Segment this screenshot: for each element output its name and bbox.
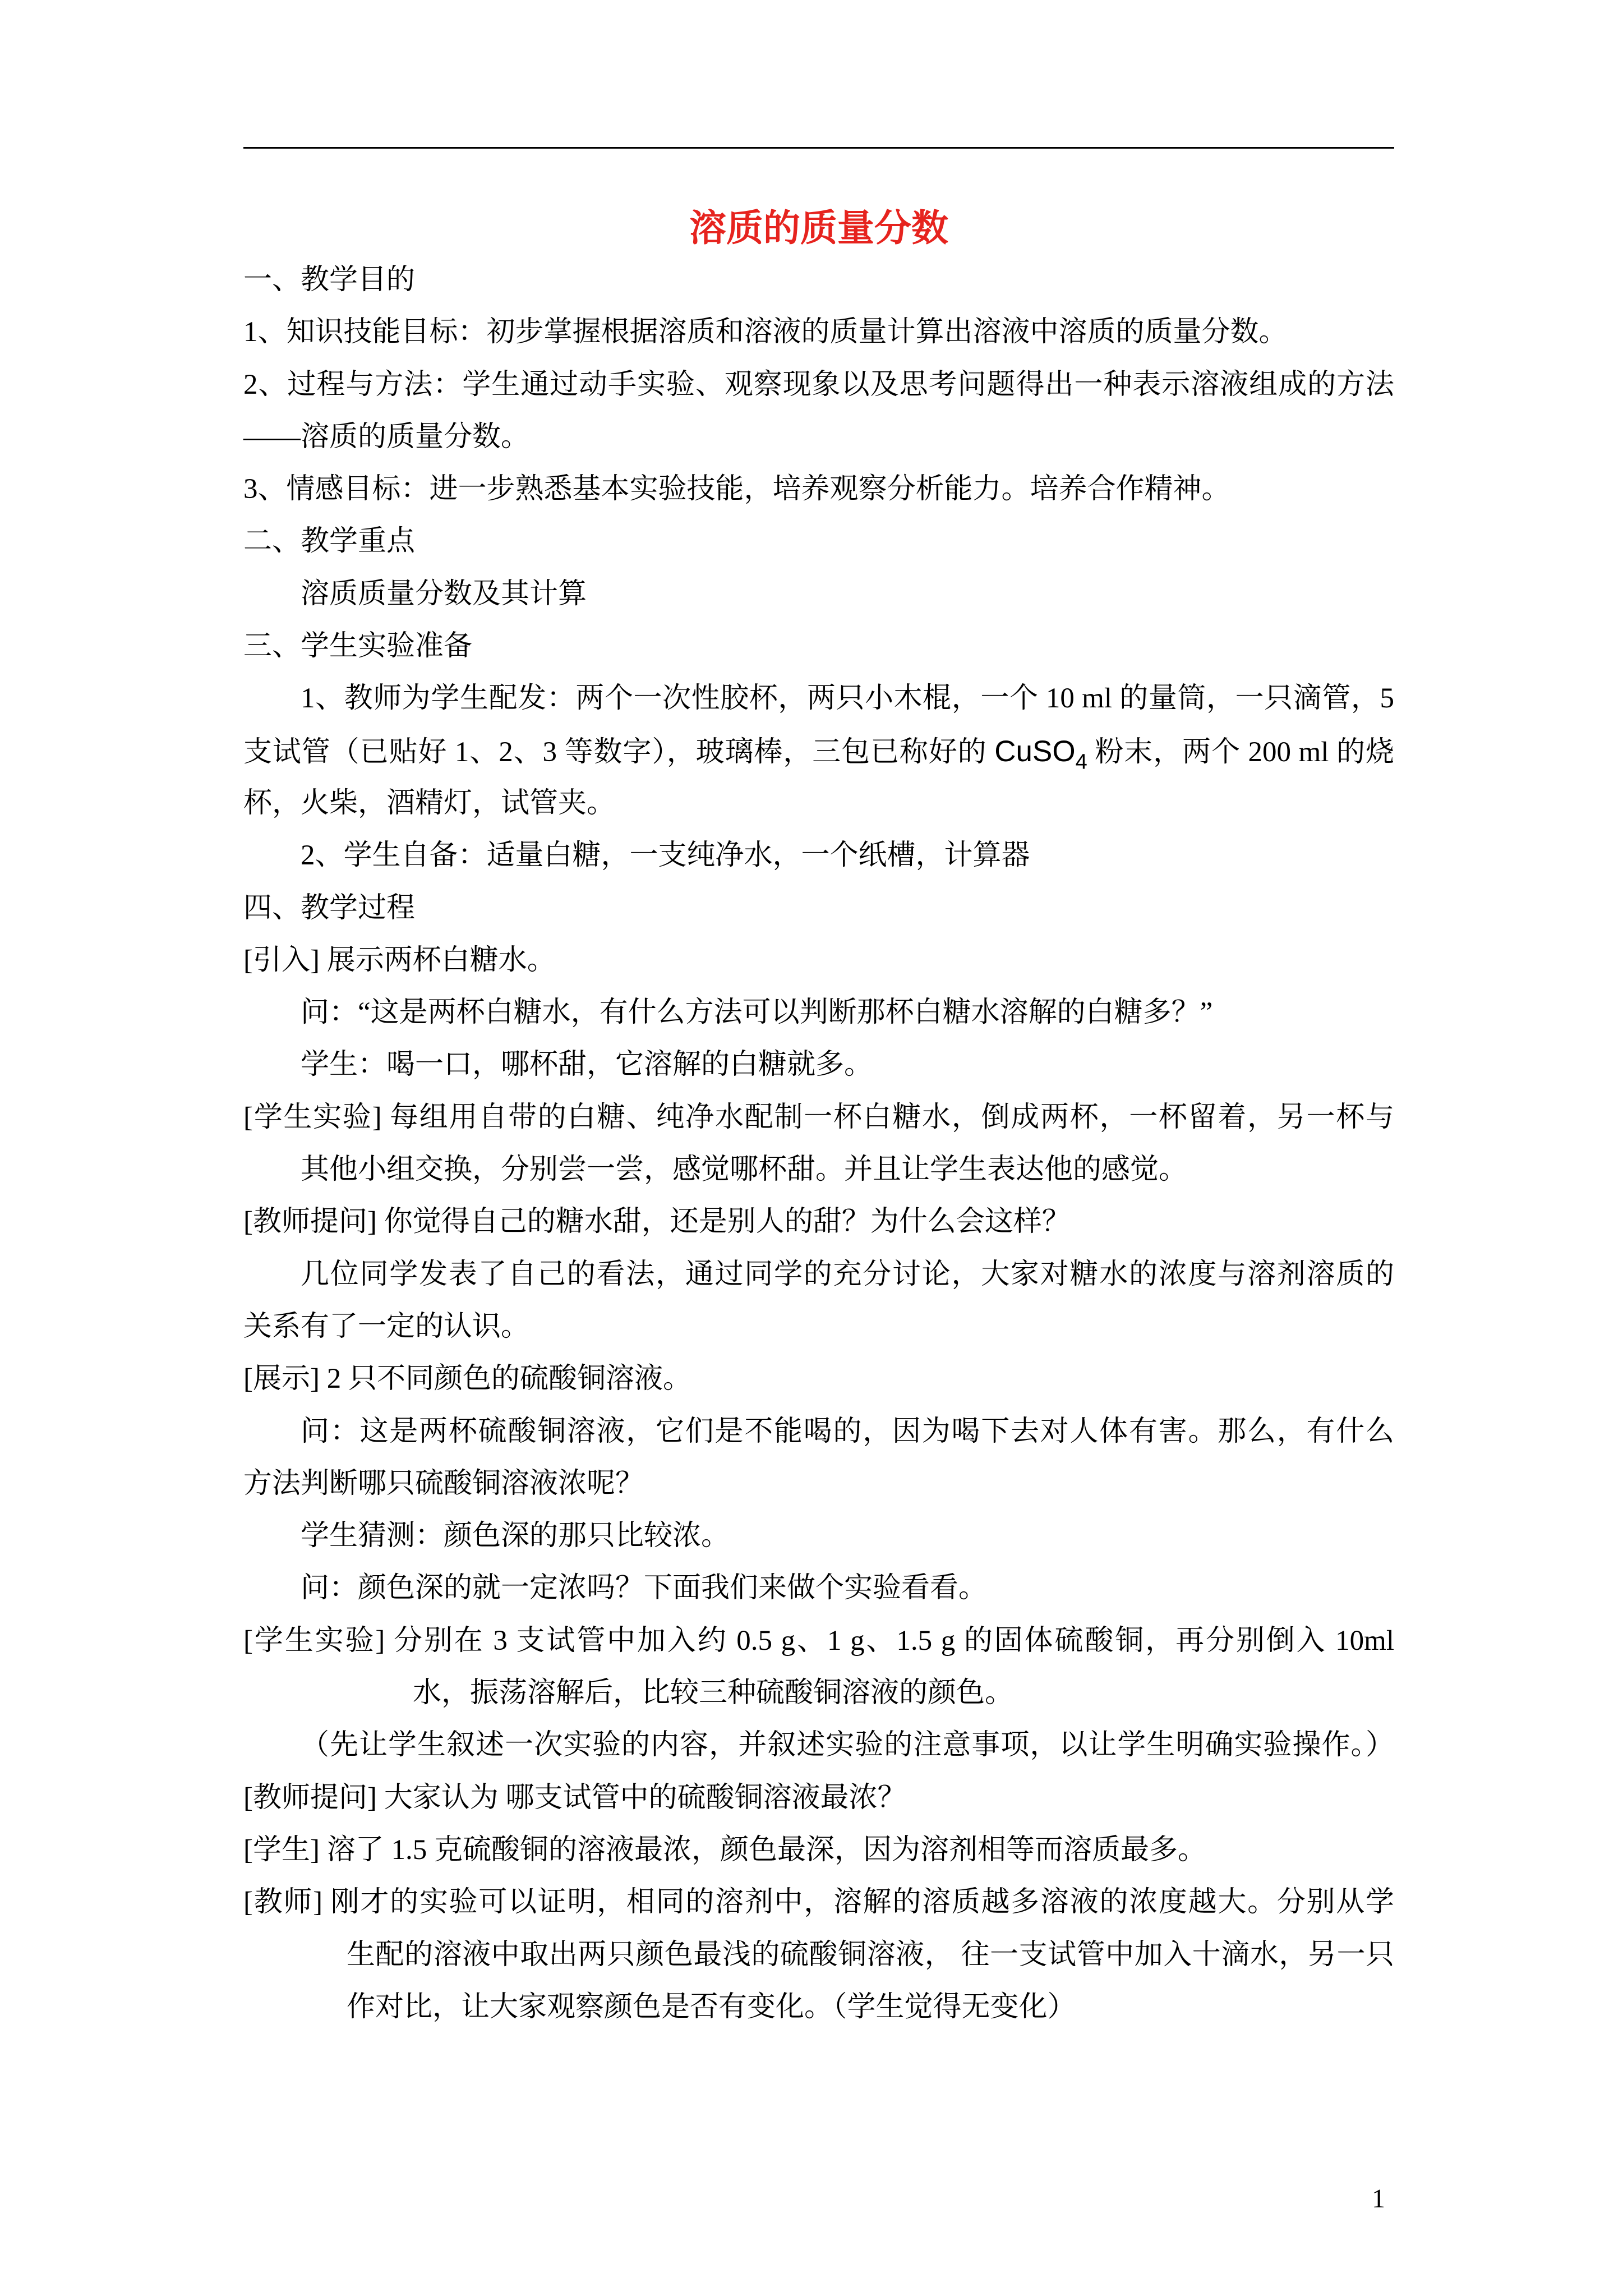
student-guess-line: 学生猜测：颜色深的那只比较浓。 xyxy=(301,1520,730,1552)
teacher-question-line-2: [教师提问] 大家认为 哪支试管中的硫酸铜溶液最浓？ xyxy=(243,1782,906,1814)
question-line-3: 问：颜色深的就一定浓吗？下面我们来做个实验看看。 xyxy=(301,1572,988,1604)
question-line-2a: 问：这是两杯硫酸铜溶液，它们是不能喝的，因为喝下去对人体有害。那么，有什么 xyxy=(301,1415,1394,1447)
prep-student-line: 2、学生自备：适量白糖，一支纯净水，一个纸槽，计算器 xyxy=(301,840,1030,872)
heading-teaching-focus: 二、教学重点 xyxy=(243,526,416,558)
page-title: 溶质的质量分数 xyxy=(689,208,948,249)
intro-line: [引入] 展示两杯白糖水。 xyxy=(243,944,556,976)
question-line: 问：“这是两杯白糖水，有什么方法可以判断那杯白糖水溶解的白糖多？” xyxy=(301,997,1213,1029)
teacher-line-2: 生配的溶液中取出两只颜色最浅的硫酸铜溶液， 往一支试管中加入十滴水，另一只 xyxy=(347,1939,1394,1971)
document-body xyxy=(243,254,1394,2033)
student-answer-line: 学生：喝一口，哪杯甜，它溶解的白糖就多。 xyxy=(301,1049,873,1081)
chemical-formula: CuSO xyxy=(994,734,1076,768)
question-line-2b: 方法判断哪只硫酸铜溶液浓呢？ xyxy=(243,1467,644,1499)
objective-process-line: 2、过程与方法：学生通过动手实验、观察现象以及思考问题得出一种表示溶液组成的方法 xyxy=(243,369,1394,401)
experiment-note-line: （先让学生叙述一次实验的内容，并叙述实验的注意事项，以让学生明确实验操作。） xyxy=(301,1729,1394,1761)
experiment-2-line-1: [学生实验] 分别在 3 支试管中加入约 0.5 g、1 g、1.5 g 的固体硫酸铜，再分别倒入 10ml xyxy=(243,1625,1394,1657)
objective-knowledge-line: 1、知识技能目标：初步掌握根据溶质和溶液的质量计算出溶液中溶质的质量分数。 xyxy=(243,316,1288,348)
prep-teacher-line-3: 杯，火柴，酒精灯，试管夹。 xyxy=(243,787,616,819)
student-conclusion-line: [学生] 溶了 1.5 克硫酸铜的溶液最浓，颜色最深，因为溶剂相等而溶质最多。 xyxy=(243,1834,1206,1866)
page-number: 1 xyxy=(1372,2184,1385,2214)
heading-teaching-process: 四、教学过程 xyxy=(243,892,416,924)
teacher-question-line: [教师提问] 你觉得自己的糖水甜，还是别人的甜？为什么会这样？ xyxy=(243,1206,1071,1238)
objective-emotion-line: 3、情感目标：进一步熟悉基本实验技能，培养观察分析能力。培养合作精神。 xyxy=(243,473,1230,505)
heading-teaching-objectives: 一、教学目的 xyxy=(243,264,416,296)
experiment-2-line-2: 水，振荡溶解后，比较三种硫酸铜溶液的颜色。 xyxy=(413,1677,1014,1709)
student-experiment-line-1: [学生实验] 每组用自带的白糖、纯净水配制一杯白糖水，倒成两杯，一杯留着，另一杯与 xyxy=(243,1101,1394,1133)
prep-text: 粉末，两个 200 ml 的烧 xyxy=(1087,736,1394,768)
demo-line: [展示] 2 只不同颜色的硫酸铜溶液。 xyxy=(243,1363,691,1395)
teacher-line-1: [教师] 刚才的实验可以证明，相同的溶剂中，溶解的溶质越多溶液的浓度越大。分别从学 xyxy=(243,1887,1394,1918)
discussion-line-2: 关系有了一定的认识。 xyxy=(243,1310,530,1342)
discussion-line-1: 几位同学发表了自己的看法，通过同学的充分讨论，大家对糖水的浓度与溶剂溶质的 xyxy=(301,1258,1394,1290)
header-rule xyxy=(243,147,1394,149)
student-experiment-line-2: 其他小组交换，分别尝一尝，感觉哪杯甜。并且让学生表达他的感觉。 xyxy=(301,1154,1188,1186)
formula-subscript: 4 xyxy=(1075,749,1087,774)
teacher-line-3: 作对比，让大家观察颜色是否有变化。（学生觉得无变化） xyxy=(347,1991,1076,2023)
prep-text: 支试管（已贴好 1、2、3 等数字），玻璃棒，三包已称好的 xyxy=(243,736,995,768)
prep-teacher-line-1: 1、教师为学生配发：两个一次性胶杯，两只小木棍，一个 10 ml 的量筒，一只滴管，5 xyxy=(301,683,1394,715)
objective-process-line-cont: ——溶质的质量分数。 xyxy=(243,421,530,453)
prep-teacher-line-2 xyxy=(243,725,1394,777)
heading-experiment-preparation: 三、学生实验准备 xyxy=(243,631,473,662)
focus-text: 溶质质量分数及其计算 xyxy=(301,578,587,610)
